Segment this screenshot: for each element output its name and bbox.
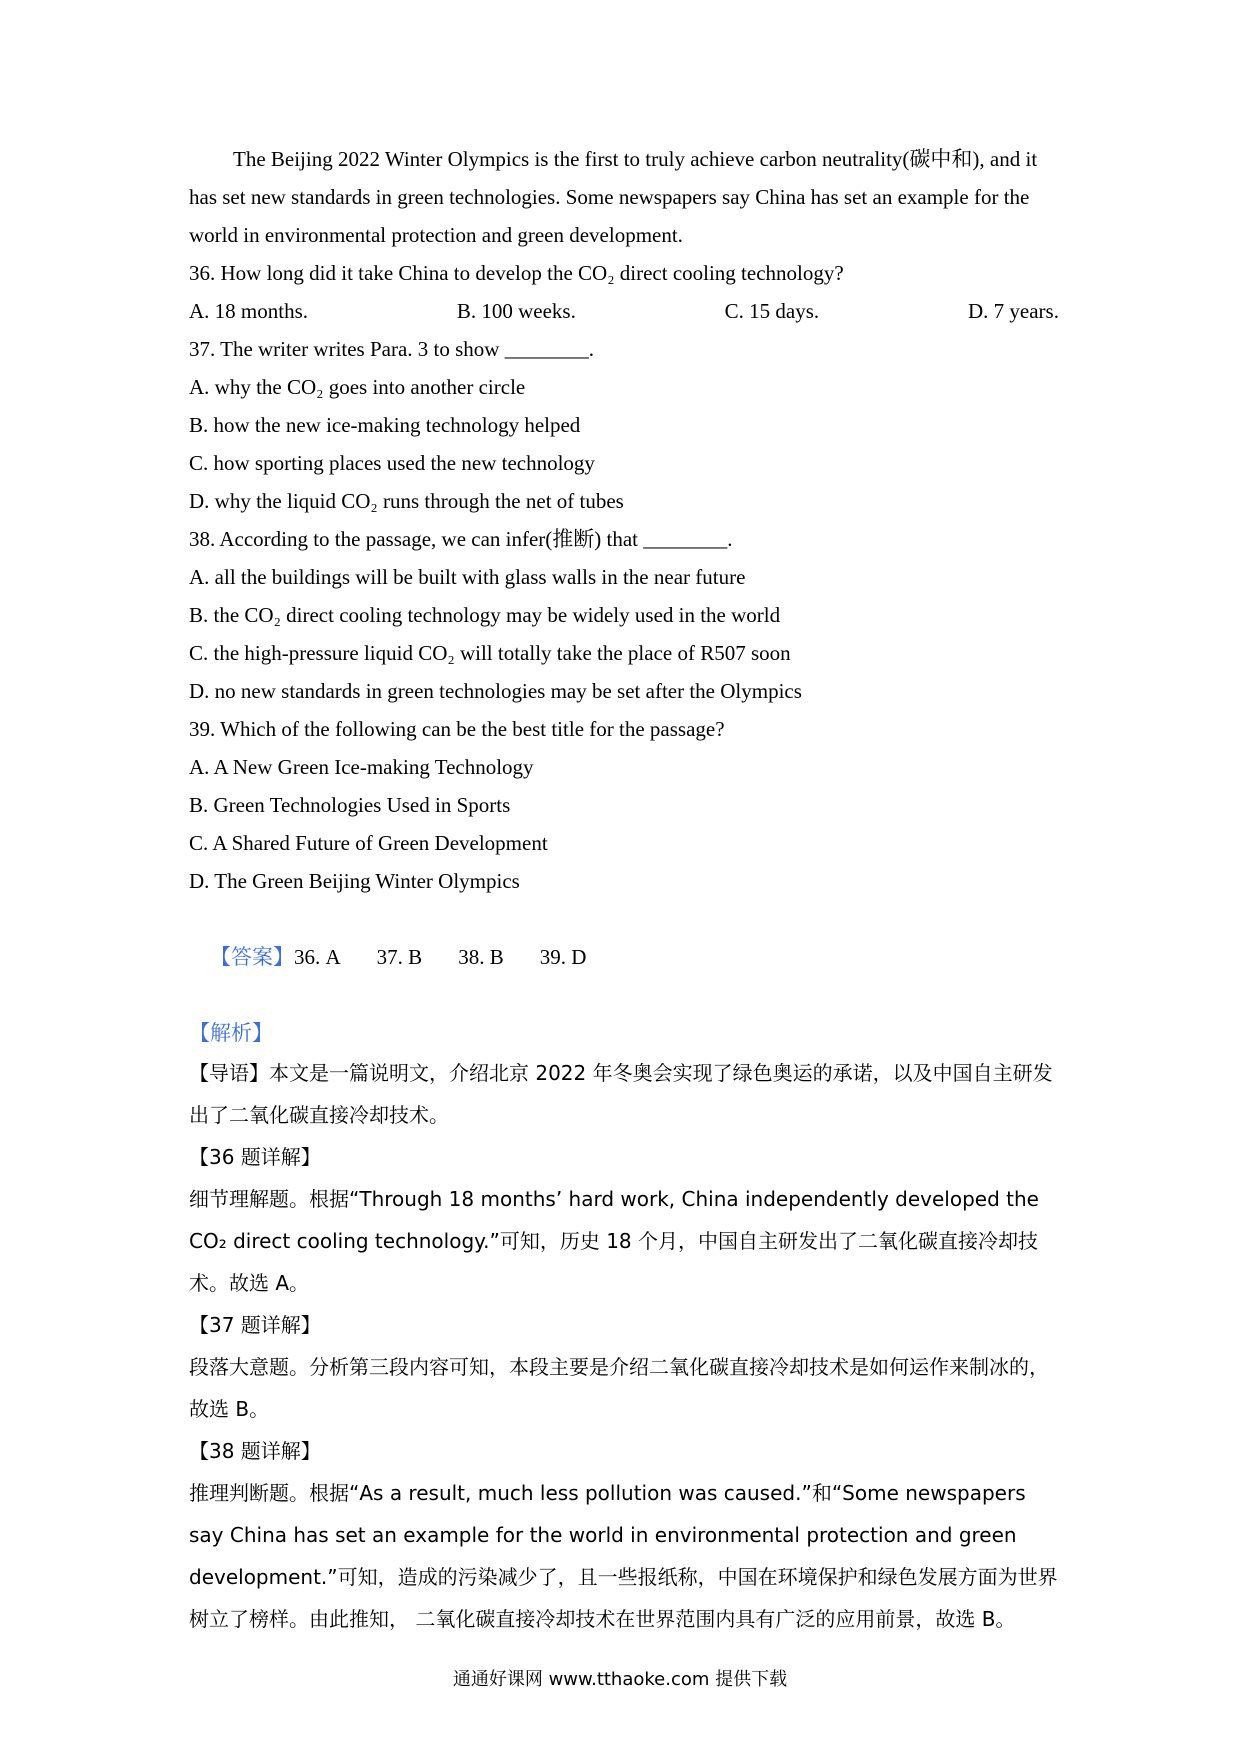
question-36-options	[189, 292, 1059, 330]
q38-option-a: A. all the buildings will be built with glass walls in the near future	[189, 565, 746, 589]
q36-option-a: A. 18 months.	[189, 299, 309, 323]
analysis-label: 【解析】	[189, 1021, 273, 1045]
q38-option-d: D. no new standards in green technologies may be set after the Olympics	[189, 679, 802, 703]
detail-38-text: 推理判断题。根据“As a result, much less pollution was caused.”和“Some newspapers say China has set an example for the world in environmental protection and green development.”可知，造成的污染减少了，且一些报纸称，中国在环境保护和绿色发展方面为世界树立了榜样。由此推知， 二氧化碳直接冷却技术在世界范围内具有广泛的应用前景，故选 B。	[189, 1481, 1058, 1631]
detail-38-title: 【38 题详解】	[189, 1439, 321, 1463]
q37-option-a: A. why the CO₂ goes into another circle	[189, 375, 526, 399]
question-39-stem: 39. Which of the following can be the best title for the passage?	[189, 717, 725, 741]
answer-36: 36. A	[294, 945, 341, 969]
document-body	[189, 140, 1059, 1640]
q37-option-b: B. how the new ice-making technology helped	[189, 413, 581, 437]
q39-option-d: D. The Green Beijing Winter Olympics	[189, 869, 520, 893]
answer-37: 37. B	[376, 945, 423, 969]
q38-option-c: C. the high-pressure liquid CO₂ will totally take the place of R507 soon	[189, 641, 791, 665]
q36-option-b: B. 100 weeks.	[456, 299, 576, 323]
q38-option-b: B. the CO₂ direct cooling technology may be widely used in the world	[189, 603, 781, 627]
detail-36-text: 细节理解题。根据“Through 18 months’ hard work, China independently developed the CO₂ direct cooling technology.”可知，历史 18 个月，中国自主研发出了二氧化碳直接冷却技术。故选 A。	[189, 1187, 1039, 1295]
q39-option-c: C. A Shared Future of Green Development	[189, 831, 548, 855]
answer-row	[189, 900, 1059, 1014]
q36-option-c: C. 15 days.	[724, 299, 820, 323]
q36-option-d: D. 7 years.	[968, 299, 1059, 323]
detail-37-title: 【37 题详解】	[189, 1313, 321, 1337]
q39-option-b: B. Green Technologies Used in Sports	[189, 793, 511, 817]
intro-paragraph: The Beijing 2022 Winter Olympics is the first to truly achieve carbon neutrality(碳中和), and it has set new standards in green technologies. Some newspapers say China has set an example for the world in environmental protection and green development.	[189, 147, 1038, 247]
answer-38: 38. B	[458, 945, 504, 969]
detail-37-text: 段落大意题。分析第三段内容可知，本段主要是介绍二氧化碳直接冷却技术是如何运作来制冰的，故选 B。	[189, 1355, 1049, 1421]
q39-option-a: A. A New Green Ice-making Technology	[189, 755, 534, 779]
question-37-stem: 37. The writer writes Para. 3 to show ________.	[189, 337, 594, 361]
question-38-stem: 38. According to the passage, we can infer(推断) that ________.	[189, 527, 733, 551]
answer-39: 39. D	[539, 945, 587, 969]
q37-option-c: C. how sporting places used the new technology	[189, 451, 595, 475]
q37-option-d: D. why the liquid CO₂ runs through the net of tubes	[189, 489, 624, 513]
analysis-intro: 【导语】本文是一篇说明文，介绍北京 2022 年冬奥会实现了绿色奥运的承诺，以及中国自主研发出了二氧化碳直接冷却技术。	[189, 1061, 1053, 1127]
question-36-stem: 36. How long did it take China to develop the CO₂ direct cooling technology?	[189, 261, 844, 285]
answer-label: 【答案】	[210, 945, 294, 969]
page-footer: 通通好课网 www.tthaoke.com 提供下载	[452, 1669, 788, 1690]
detail-36-title: 【36 题详解】	[189, 1145, 321, 1169]
